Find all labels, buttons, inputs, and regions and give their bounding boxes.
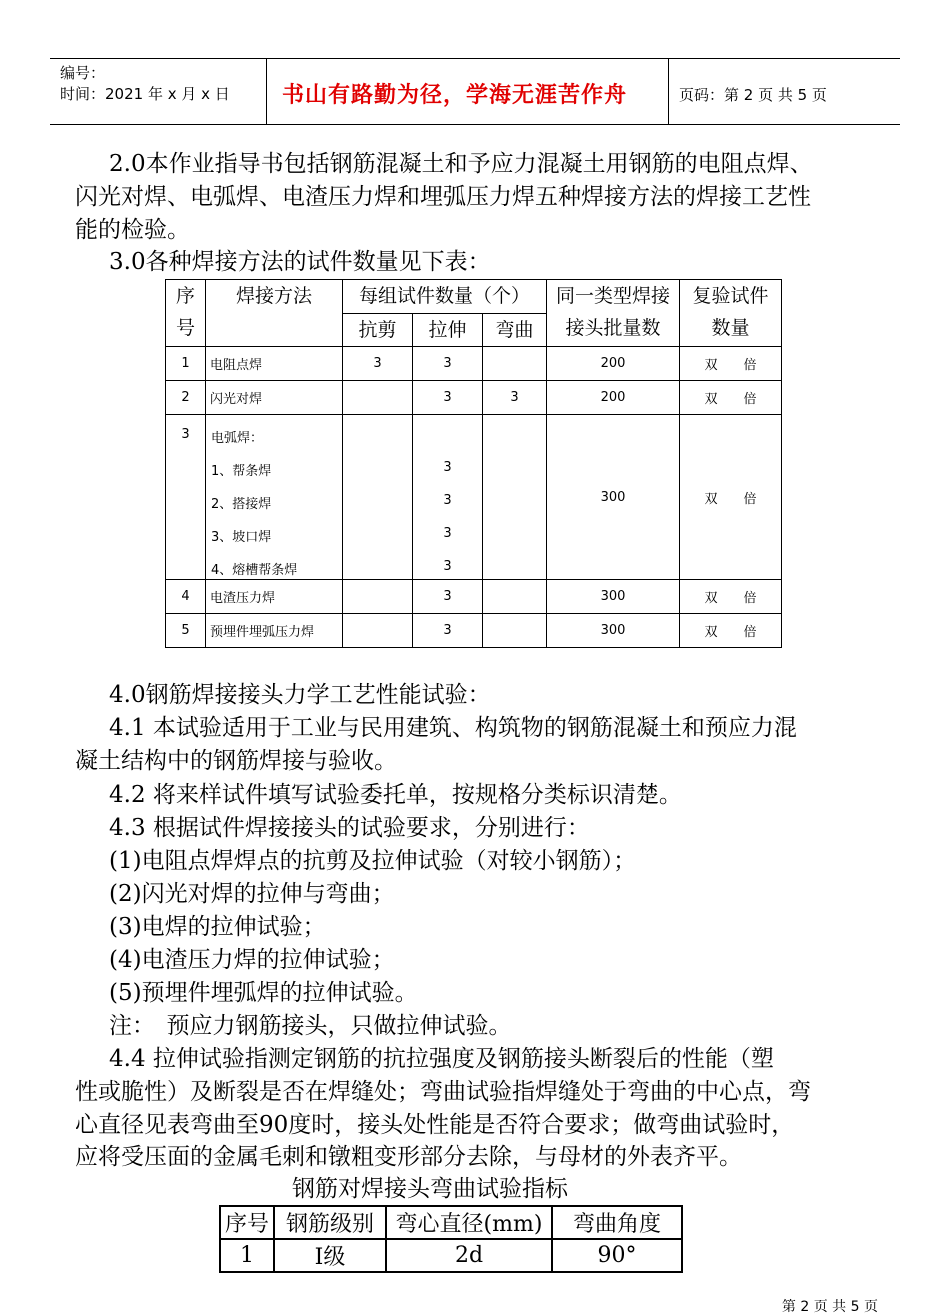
header-time-label: 时间：2021 年 x 月 x 日 bbox=[60, 85, 230, 103]
section3-title: 3.0各种焊接方法的试件数量见下表： bbox=[109, 249, 491, 275]
section4-line-12: 4.4 拉伸试验指测定钢筋的抗拉强度及钢筋接头断裂后的性能（塑 bbox=[109, 1046, 774, 1072]
section4-line-14: 心直径见表弯曲至90度时，接头处性能是否符合要求；做弯曲试验时， bbox=[75, 1112, 795, 1138]
header-number-label: 编号： bbox=[60, 64, 106, 82]
header-divider-right bbox=[668, 58, 669, 125]
th-steel-grade: 钢筋级别 bbox=[274, 1206, 386, 1239]
section2-line-3: 能的检验。 bbox=[75, 217, 190, 243]
header-page-info: 页码：第 2 页 共 5 页 bbox=[679, 86, 827, 104]
section4-line-2: 4.1 本试验适用于工业与民用建筑、构筑物的钢筋混凝土和预应力混 bbox=[109, 715, 797, 741]
table-row: 1 电阻点焊 3 3 200 双 倍 bbox=[166, 347, 782, 381]
section4-line-8: (3)电焊的拉伸试验； bbox=[109, 914, 326, 940]
section4-line-6: (1)电阻点焊焊点的抗剪及拉伸试验（对较小钢筋）； bbox=[109, 848, 637, 874]
weld-specimen-table bbox=[165, 279, 782, 648]
page-footer: 第 2 页 共 5 页 bbox=[781, 1299, 878, 1315]
header-top-rule bbox=[50, 58, 900, 59]
section4-line-10: (5)预埋件埋弧焊的拉伸试验。 bbox=[109, 980, 418, 1006]
th-retest: 复验试件 数量 bbox=[680, 280, 782, 347]
section4-line-1: 4.0钢筋焊接接头力学工艺性能试验： bbox=[109, 682, 491, 708]
section2-line-1: 2.0本作业指导书包括钢筋混凝土和予应力混凝土用钢筋的电阻点焊、 bbox=[109, 151, 813, 177]
section4-line-3: 凝土结构中的钢筋焊接与验收。 bbox=[75, 748, 397, 774]
table-row: 1 Ⅰ级 2d 90° bbox=[220, 1239, 682, 1272]
th-per-group: 每组试件数量（个） bbox=[343, 280, 547, 314]
th-bend-angle: 弯曲角度 bbox=[552, 1206, 682, 1239]
header-divider-left bbox=[266, 58, 267, 125]
th-seq: 序 号 bbox=[166, 280, 206, 347]
table-row: 3 电弧焊： 1、帮条焊 2、搭接焊 3、坡口焊 4、熔槽帮条焊 3 3 3 3 300 双 倍 bbox=[166, 415, 782, 580]
th-tensile: 拉伸 bbox=[413, 314, 483, 347]
section2-line-2: 闪光对焊、电弧焊、电渣压力焊和埋弧压力焊五种焊接方法的焊接工艺性 bbox=[75, 184, 811, 210]
bend-test-table bbox=[219, 1205, 683, 1273]
table-row: 2 闪光对焊 3 3 200 双 倍 bbox=[166, 381, 782, 415]
table-row: 4 电渣压力焊 3 300 双 倍 bbox=[166, 580, 782, 614]
section4-line-7: (2)闪光对焊的拉伸与弯曲； bbox=[109, 881, 395, 907]
bend-table-title: 钢筋对焊接头弯曲试验指标 bbox=[292, 1176, 568, 1202]
header-bottom-rule bbox=[50, 124, 900, 125]
section4-note: 注： 预应力钢筋接头，只做拉伸试验。 bbox=[109, 1013, 512, 1039]
section4-line-15: 应将受压面的金属毛刺和镦粗变形部分去除，与母材的外表齐平。 bbox=[75, 1144, 742, 1170]
table-row: 5 预埋件埋弧压力焊 3 300 双 倍 bbox=[166, 614, 782, 648]
section4-line-5: 4.3 根据试件焊接接头的试验要求，分别进行： bbox=[109, 815, 590, 841]
section4-line-9: (4)电渣压力焊的拉伸试验； bbox=[109, 947, 395, 973]
th-shear: 抗剪 bbox=[343, 314, 413, 347]
th-mandrel-diameter: 弯心直径(mm) bbox=[386, 1206, 552, 1239]
th-method: 焊接方法 bbox=[206, 280, 343, 347]
section4-line-4: 4.2 将来样试件填写试验委托单，按规格分类标识清楚。 bbox=[109, 782, 682, 808]
header-motto: 书山有路勤为径，学海无涯苦作舟 bbox=[282, 82, 628, 108]
th-batch: 同一类型焊接 接头批量数 bbox=[547, 280, 680, 347]
section4-line-13: 性或脆性）及断裂是否在焊缝处；弯曲试验指焊缝处于弯曲的中心点，弯 bbox=[75, 1079, 811, 1105]
th-bend-seq: 序号 bbox=[220, 1206, 274, 1239]
th-bend: 弯曲 bbox=[483, 314, 547, 347]
